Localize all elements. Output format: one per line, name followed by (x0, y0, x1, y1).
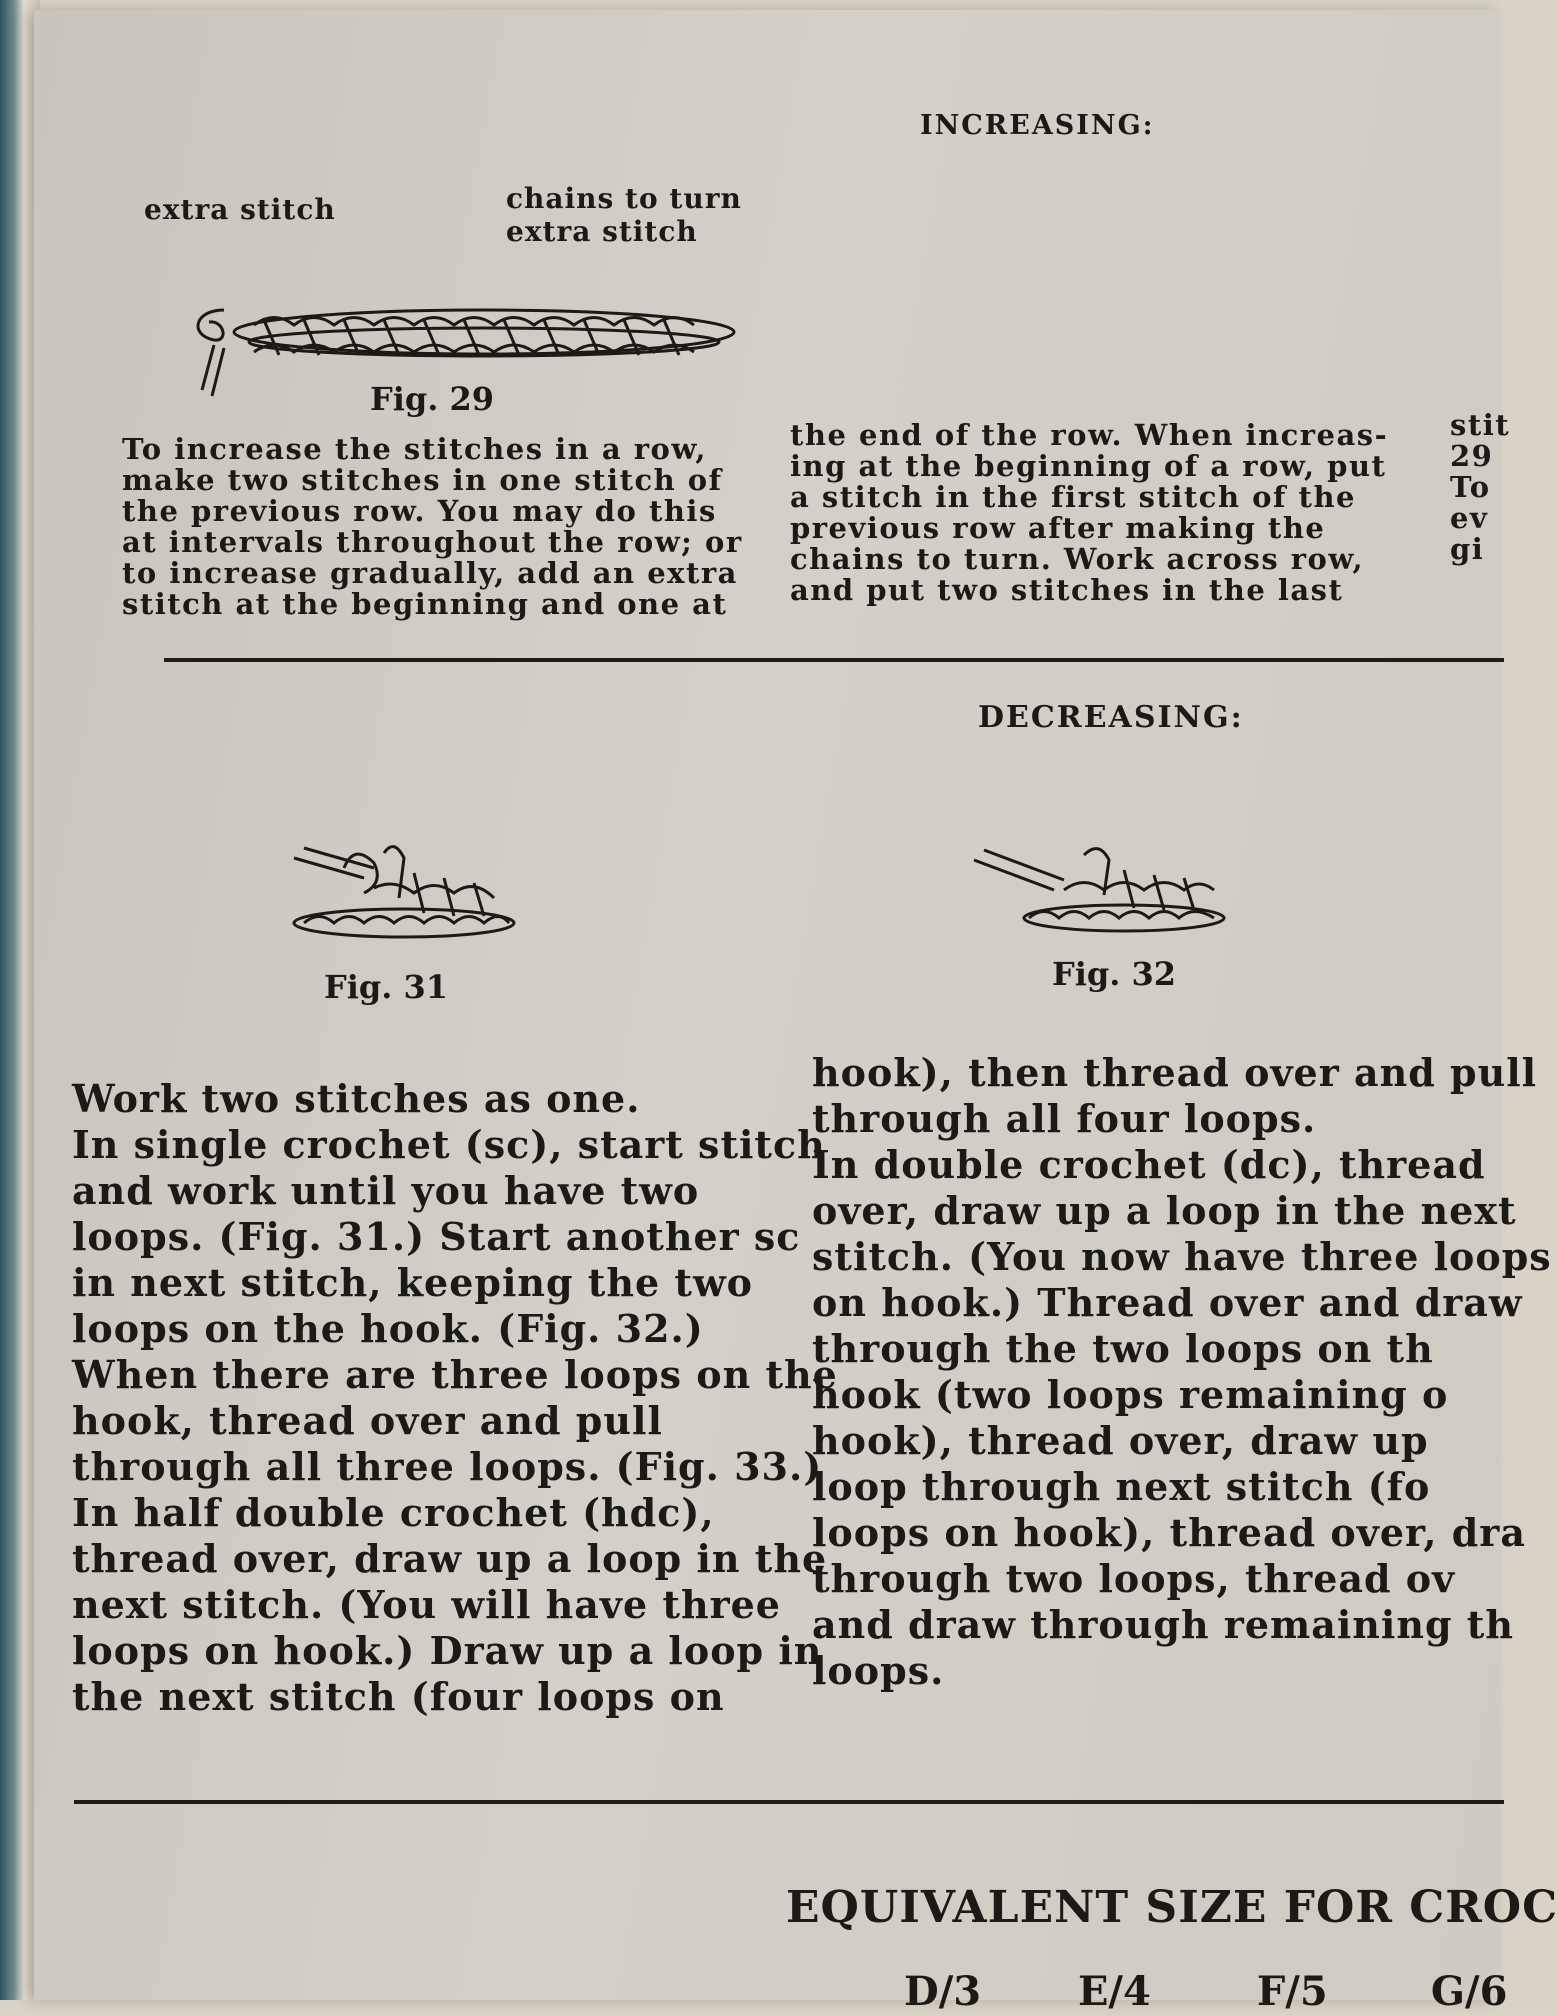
hook-size: E/4 (1077, 1968, 1151, 2015)
text-line: ev (1450, 501, 1489, 535)
text-line: 29 (1450, 439, 1494, 473)
hook-size-row (904, 1968, 1511, 2015)
text-line: In half double crochet (hdc), (72, 1490, 715, 1535)
text-line: previous row after making the (790, 511, 1326, 545)
section-divider (164, 658, 1504, 662)
fig31-crochet-illustration (284, 838, 514, 948)
text-line: chains to turn. Work across row, (790, 542, 1365, 576)
fig29-caption: Fig. 29 (370, 380, 495, 418)
text-line: through all three loops. (Fig. 33.) (72, 1444, 823, 1489)
text-line: next stitch. (You will have three (72, 1582, 781, 1627)
hook-size: D/3 (904, 1968, 982, 2015)
increasing-heading: INCREASING: (920, 110, 1155, 141)
text-line: ing at the beginning of a row, put (790, 449, 1387, 483)
equivalent-size-heading: EQUIVALENT SIZE FOR CROC (786, 1882, 1558, 1933)
increasing-column-2 (790, 420, 1430, 606)
text-line: the next stitch (four loops on (72, 1674, 725, 1719)
text-line: at intervals throughout the row; or (122, 525, 743, 559)
increasing-column-3-partial (1450, 410, 1510, 565)
text-line: In single crochet (sc), start stitch (72, 1122, 826, 1167)
text-line: thread over, draw up a loop in the (72, 1536, 828, 1581)
text-line: loops on hook), thread over, dra (812, 1510, 1526, 1555)
text-line: To increase the stitches in a row, (122, 432, 708, 466)
label-chains-to-turn: chains to turn (506, 182, 742, 215)
text-line: stitch at the beginning and one at (122, 587, 728, 621)
text-line: hook), thread over, draw up (812, 1418, 1429, 1463)
text-line: loops on hook.) Draw up a loop in (72, 1628, 823, 1673)
text-line: in next stitch, keeping the two (72, 1260, 754, 1305)
text-line: to increase gradually, add an extra (122, 556, 738, 590)
fig31-caption: Fig. 31 (324, 968, 449, 1006)
book-page (34, 10, 1558, 2015)
text-line: In double crochet (dc), thread (812, 1142, 1486, 1187)
text-line: loop through next stitch (fo (812, 1464, 1431, 1509)
increasing-column-1 (122, 434, 762, 620)
fig32-caption: Fig. 32 (1052, 955, 1177, 993)
text-line: through all four loops. (812, 1096, 1317, 1141)
text-line: hook, thread over and pull (72, 1398, 663, 1443)
hook-size: G/6 (1430, 1968, 1508, 2015)
text-line: To (1450, 470, 1491, 504)
text-line: gi (1450, 532, 1485, 566)
text-line: and put two stitches in the last (790, 573, 1344, 607)
text-line: stitch. (You now have three loops (812, 1234, 1552, 1279)
text-line: loops on the hook. (Fig. 32.) (72, 1306, 704, 1351)
decreasing-column-2 (812, 1050, 1552, 1694)
text-line: the end of the row. When increas- (790, 418, 1389, 452)
text-line: a stitch in the first stitch of the (790, 480, 1356, 514)
text-line: When there are three loops on the (72, 1352, 838, 1397)
text-line: make two stitches in one stitch of (122, 463, 723, 497)
hook-size: F/5 (1256, 1968, 1328, 2015)
text-line: through two loops, thread ov (812, 1556, 1456, 1601)
text-line: stit (1450, 408, 1511, 442)
label-chains-to-turn-block (506, 182, 742, 248)
label-extra-stitch-right: extra stitch (506, 215, 698, 248)
text-line: hook), then thread over and pull (812, 1050, 1538, 1095)
text-line: loops. (812, 1648, 945, 1693)
text-line: and work until you have two (72, 1168, 700, 1213)
text-line: the previous row. You may do this (122, 494, 717, 528)
text-line: over, draw up a loop in the next (812, 1188, 1517, 1233)
fig32-crochet-illustration (974, 840, 1234, 940)
text-line: through the two loops on th (812, 1326, 1434, 1371)
text-line: loops. (Fig. 31.) Start another sc (72, 1214, 801, 1259)
decreasing-heading: DECREASING: (978, 700, 1244, 735)
text-line: on hook.) Thread over and draw (812, 1280, 1523, 1325)
text-line: Work two stitches as one. (72, 1076, 641, 1121)
decreasing-column-1 (72, 1076, 838, 1720)
text-line: hook (two loops remaining o (812, 1372, 1449, 1417)
label-extra-stitch: extra stitch (144, 193, 336, 226)
section-divider-bottom (74, 1800, 1504, 1804)
text-line: and draw through remaining th (812, 1602, 1514, 1647)
